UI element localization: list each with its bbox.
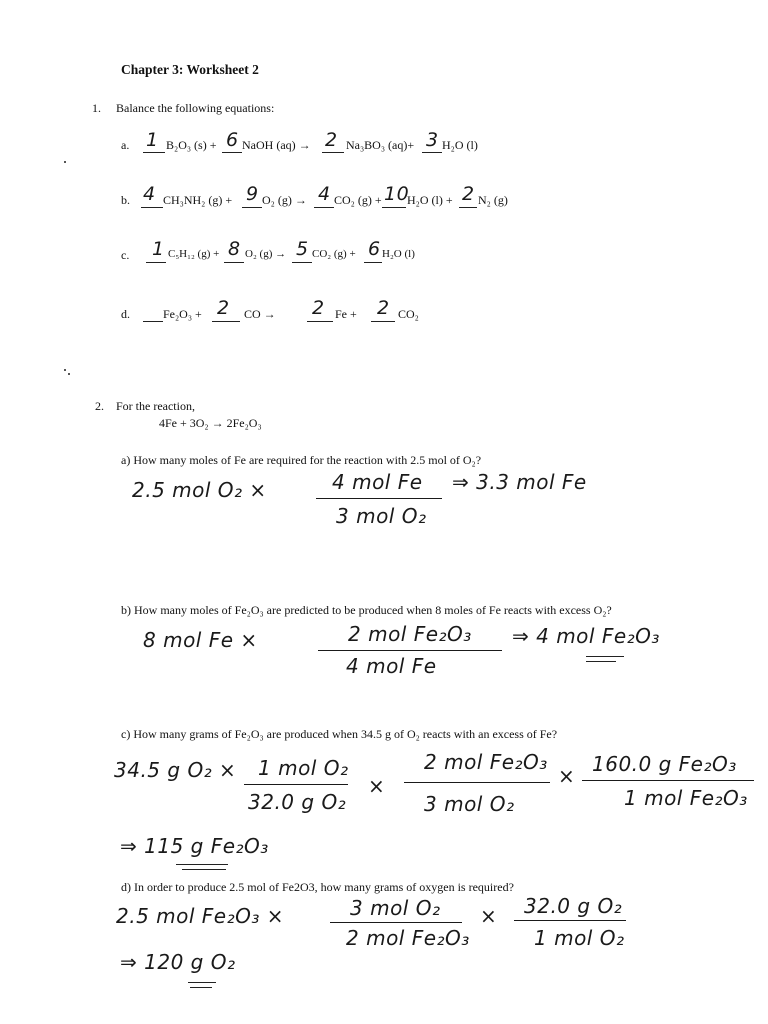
q2c-numerator-3: 160.0 g Fe₂O₃ bbox=[592, 752, 737, 776]
q2c-times-2: × bbox=[558, 764, 576, 788]
q2c-denominator-1: 32.0 g O₂ bbox=[248, 790, 347, 814]
page-title: Chapter 3: Worksheet 2 bbox=[121, 62, 259, 77]
q2c-numerator-2: 2 mol Fe₂O₃ bbox=[424, 750, 548, 774]
q1c-term-3: CO₂ (g) + bbox=[312, 248, 356, 260]
q1b-coef-3: 4 bbox=[318, 183, 331, 205]
q2b-fraction-bar bbox=[318, 650, 502, 651]
q1b-coef-1: 4 bbox=[143, 183, 156, 205]
scan-mark bbox=[68, 373, 70, 375]
q2c-answer-underline bbox=[182, 869, 226, 870]
q2b-question: b) How many moles of Fe₂O₃ are predicted to be produced when 8 moles of Fe reacts with excess O₂? bbox=[121, 603, 612, 617]
q2d-numerator-1: 3 mol O₂ bbox=[350, 896, 441, 920]
q2c-times-1: × bbox=[368, 774, 386, 798]
q2d-denominator-1: 2 mol Fe₂O₃ bbox=[346, 926, 470, 950]
q1c-coef-2: 8 bbox=[228, 238, 241, 260]
q1b-term-3: CO₂ (g) + bbox=[334, 193, 382, 207]
q1c-coef-1: 1 bbox=[152, 238, 165, 260]
q2b-answer-underline bbox=[586, 656, 624, 657]
q2d-numerator-2: 32.0 g O₂ bbox=[524, 894, 623, 918]
q1b-coef-4: 10 bbox=[384, 183, 410, 205]
q1d-coef-2: 2 bbox=[217, 297, 230, 319]
q2c-answer-underline bbox=[176, 864, 228, 865]
q2c-numerator-1: 1 mol O₂ bbox=[258, 756, 349, 780]
scan-mark bbox=[64, 369, 66, 371]
q1d-term-3: Fe + bbox=[335, 307, 357, 321]
q1b-label: b. bbox=[121, 193, 130, 207]
q1d-label: d. bbox=[121, 307, 130, 321]
q2a-question: a) How many moles of Fe are required for the reaction with 2.5 mol of O₂? bbox=[121, 453, 482, 467]
q2b-answer-underline bbox=[586, 661, 616, 662]
q2-reaction: 4Fe + 3O₂ → 2Fe₂O₃ bbox=[159, 416, 262, 430]
q1b-term-4: H₂O (l) + bbox=[407, 193, 453, 207]
q2c-question: c) How many grams of Fe₂O₃ are produced when 34.5 g of O₂ reacts with an excess of Fe? bbox=[121, 727, 558, 741]
q2c-start: 34.5 g O₂ × bbox=[114, 758, 237, 782]
q1a-coef-1: 1 bbox=[146, 129, 159, 151]
q1d-term-2: CO → bbox=[244, 307, 276, 321]
q2b-answer: ⇒ 4 mol Fe₂O₃ bbox=[512, 624, 660, 648]
q2a-answer: ⇒ 3.3 mol Fe bbox=[452, 470, 587, 494]
q2c-fraction-bar-3 bbox=[582, 780, 754, 781]
q2b-start: 8 mol Fe × bbox=[143, 628, 258, 652]
q1d-coef-4: 2 bbox=[377, 297, 390, 319]
q1a-coef-4: 3 bbox=[426, 129, 439, 151]
q1-number: 1. bbox=[92, 101, 101, 115]
q1c-term-1: C₅H₁₂ (g) + bbox=[168, 248, 220, 260]
q1a-coef-2: 6 bbox=[226, 129, 239, 151]
q1b-term-1: CH₃NH₂ (g) + bbox=[163, 193, 233, 207]
q1a-term-4: H₂O (l) bbox=[442, 138, 478, 152]
q2c-answer: ⇒ 115 g Fe₂O₃ bbox=[120, 834, 269, 858]
q2d-fraction-bar-2 bbox=[514, 920, 626, 921]
q1a-coef-3: 2 bbox=[325, 129, 338, 151]
q1d-term-1: Fe₂O₃ + bbox=[163, 307, 202, 321]
q2c-denominator-2: 3 mol O₂ bbox=[424, 792, 515, 816]
q2-prompt: For the reaction, bbox=[116, 399, 195, 413]
q1b-coef-2: 9 bbox=[246, 183, 259, 205]
q2c-denominator-3: 1 mol Fe₂O₃ bbox=[624, 786, 748, 810]
q1a-term-2: NaOH (aq) → bbox=[242, 138, 311, 152]
q2c-fraction-bar-2 bbox=[404, 782, 550, 783]
q2c-fraction-bar-1 bbox=[244, 784, 348, 785]
q2d-answer-underline bbox=[190, 987, 212, 988]
q2a-fraction-bar bbox=[316, 498, 442, 499]
q2b-numerator: 2 mol Fe₂O₃ bbox=[348, 622, 472, 646]
q1c-term-2: O₂ (g) → bbox=[245, 248, 287, 260]
q1c-term-4: H₂O (l) bbox=[382, 248, 415, 260]
scan-mark bbox=[64, 161, 66, 163]
q2d-times-1: × bbox=[480, 904, 498, 928]
q2d-denominator-2: 1 mol O₂ bbox=[534, 926, 625, 950]
q2a-numerator: 4 mol Fe bbox=[332, 470, 423, 494]
q2a-denominator: 3 mol O₂ bbox=[336, 504, 427, 528]
q2d-start: 2.5 mol Fe₂O₃ × bbox=[116, 904, 284, 928]
q1d-coef-3: 2 bbox=[312, 297, 325, 319]
q1b-coef-5: 2 bbox=[462, 183, 475, 205]
q1c-label: c. bbox=[121, 248, 130, 262]
q1c-coef-4: 6 bbox=[368, 238, 381, 260]
q2d-answer: ⇒ 120 g O₂ bbox=[120, 950, 236, 974]
q1b-term-5: N₂ (g) bbox=[478, 193, 508, 207]
q1a-label: a. bbox=[121, 138, 130, 152]
q2d-question: d) In order to produce 2.5 mol of Fe2O3, how many grams of oxygen is required? bbox=[121, 880, 514, 894]
q1-prompt: Balance the following equations: bbox=[116, 101, 275, 115]
q2d-answer-underline bbox=[188, 982, 216, 983]
q2-number: 2. bbox=[95, 399, 104, 413]
q1a-term-3: Na₃BO₃ (aq)+ bbox=[346, 138, 415, 152]
q1a-term-1: B₂O₃ (s) + bbox=[166, 138, 217, 152]
q2b-denominator: 4 mol Fe bbox=[346, 654, 437, 678]
q1b-term-2: O₂ (g) → bbox=[262, 193, 307, 207]
q2d-fraction-bar-1 bbox=[330, 922, 462, 923]
q2a-start: 2.5 mol O₂ × bbox=[132, 478, 267, 502]
q1c-coef-3: 5 bbox=[296, 238, 309, 260]
q1d-term-4: CO₂ bbox=[398, 307, 419, 321]
